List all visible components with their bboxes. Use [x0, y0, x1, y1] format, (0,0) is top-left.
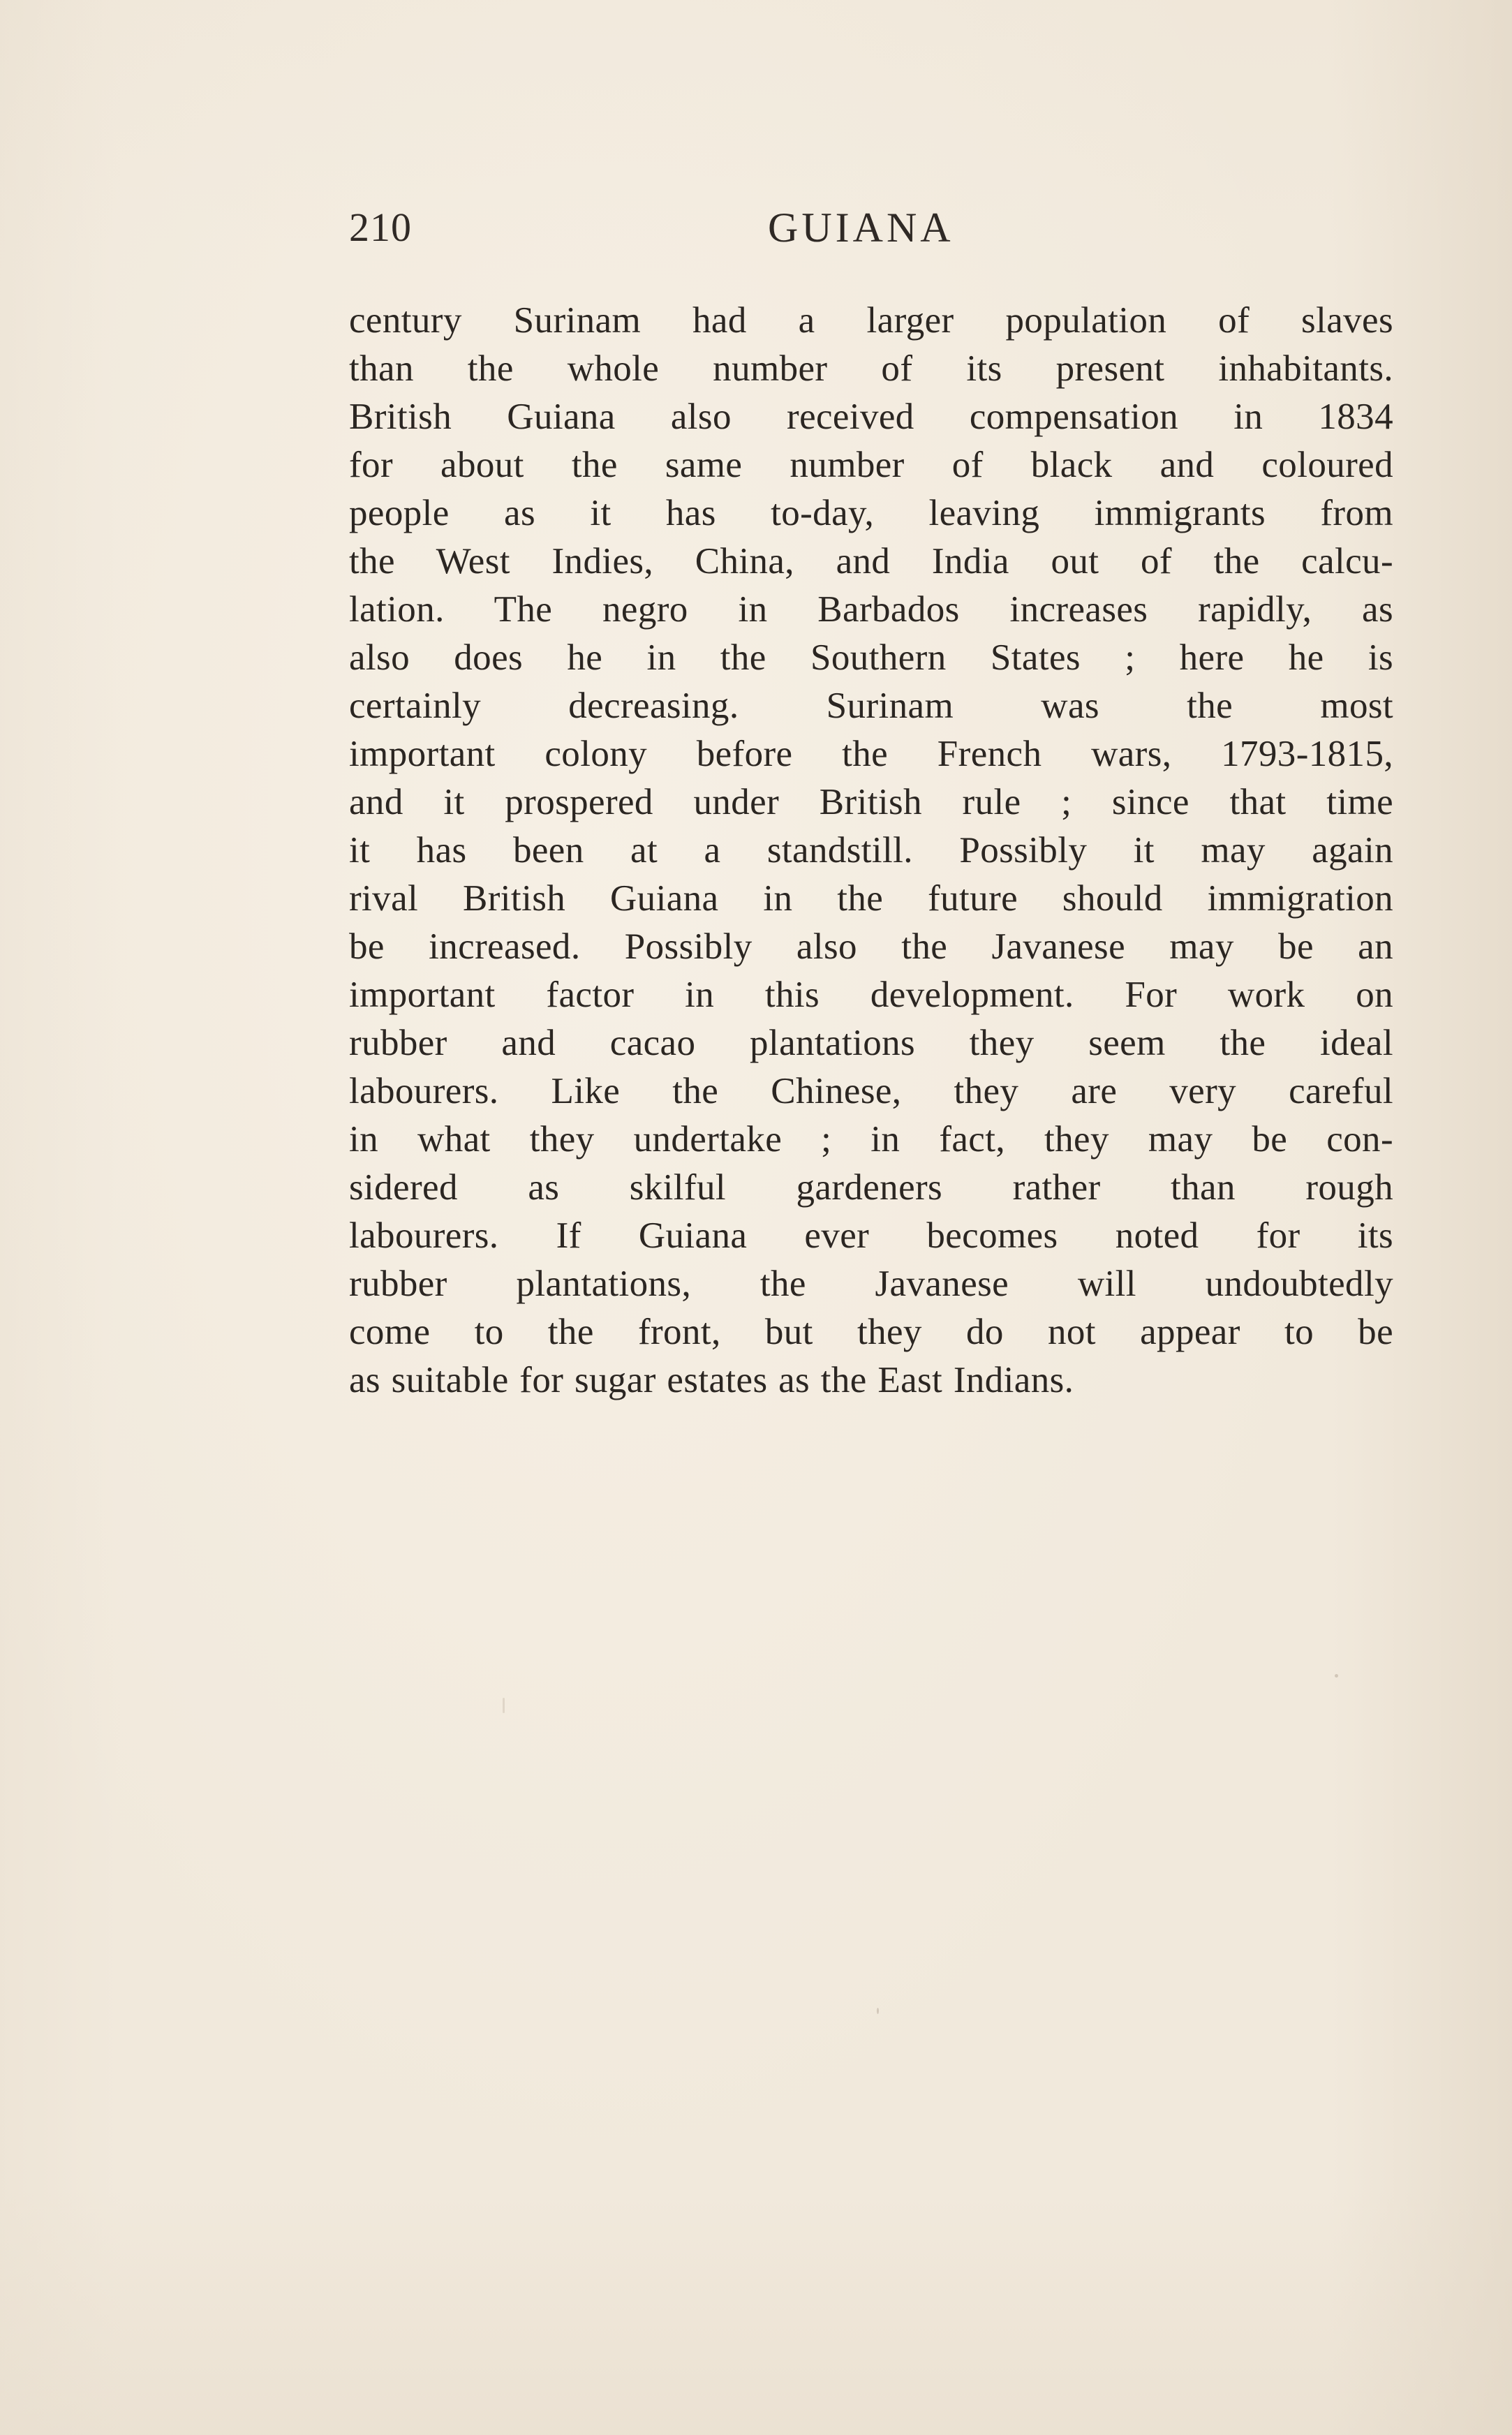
text-line: labourers. If Guiana ever becomes noted for its — [349, 1215, 1393, 1256]
text-line: rubber plantations, the Javanese will undoubtedly — [349, 1264, 1393, 1304]
text-line: British Guiana also received compensation in 1834 — [349, 397, 1393, 437]
text-line: it has been at a standstill. Possibly it may again — [349, 830, 1393, 871]
paper-speck — [1335, 1674, 1338, 1678]
body-text — [349, 297, 1393, 1405]
text-line: the West Indies, China, and India out of the calcu- — [349, 541, 1393, 582]
text-line-last: as suitable for sugar estates as the East Indians. — [349, 1360, 1074, 1400]
paper-speck — [877, 2008, 879, 2014]
text-line: certainly decreasing. Surinam was the most — [349, 686, 1393, 726]
running-head — [349, 204, 1337, 260]
text-line: be increased. Possibly also the Javanese may be an — [349, 926, 1393, 967]
text-line: also does he in the Southern States ; here he is — [349, 637, 1393, 678]
running-head-title: GUIANA — [768, 205, 954, 251]
text-line: and it prospered under British rule ; since that time — [349, 782, 1393, 822]
page-number: 210 — [349, 205, 412, 250]
text-line: than the whole number of its present inhabitants. — [349, 348, 1393, 389]
text-line: labourers. Like the Chinese, they are very careful — [349, 1071, 1393, 1111]
text-line: important factor in this development. For work on — [349, 975, 1393, 1015]
text-line: sidered as skilful gardeners rather than rough — [349, 1167, 1393, 1208]
text-line: rubber and cacao plantations they seem the ideal — [349, 1023, 1393, 1063]
text-line: come to the front, but they do not appear to be — [349, 1312, 1393, 1352]
text-line: rival British Guiana in the future should immigration — [349, 878, 1393, 919]
text-line: for about the same number of black and coloured — [349, 445, 1393, 485]
paper-speck — [503, 1698, 505, 1713]
text-line: lation. The negro in Barbados increases rapidly, as — [349, 589, 1393, 630]
text-line: in what they undertake ; in fact, they may be con- — [349, 1119, 1393, 1160]
text-line: important colony before the French wars, 1793-1815, — [349, 734, 1393, 774]
text-line: people as it has to-day, leaving immigrants from — [349, 493, 1393, 533]
text-line: century Surinam had a larger population of slaves — [349, 300, 1393, 341]
